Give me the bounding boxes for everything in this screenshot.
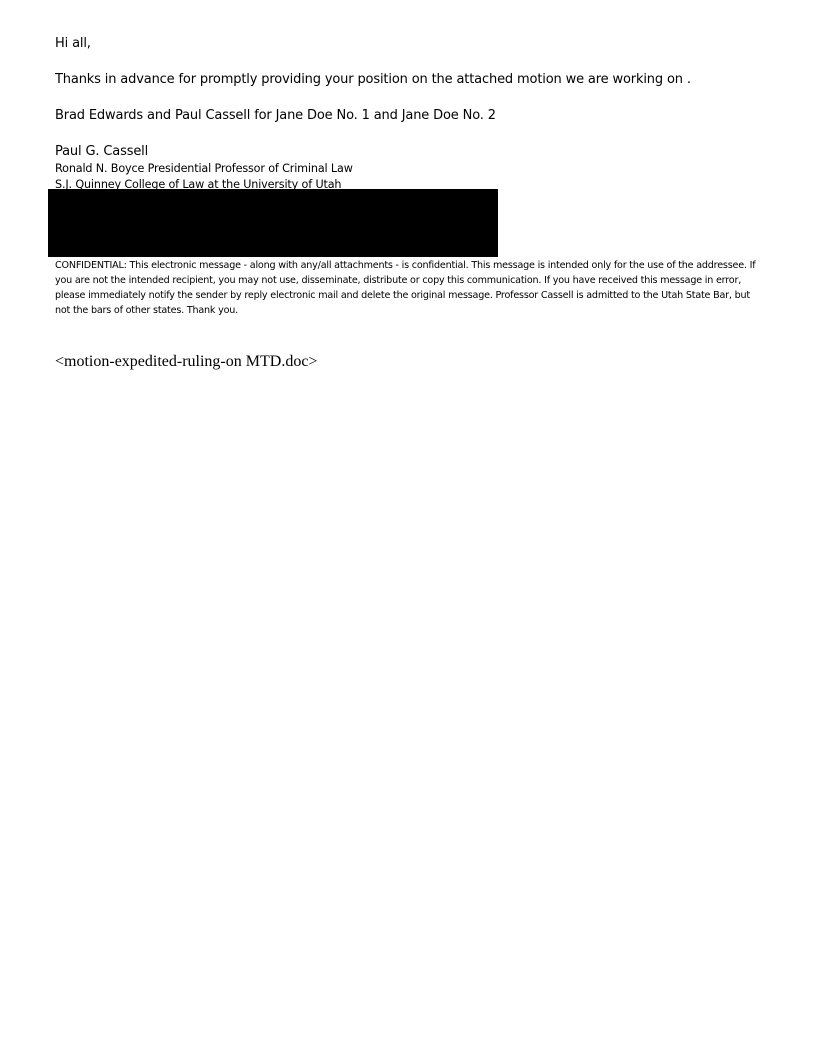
signature-institution: S.J. Quinney College of Law at the University of Utah [55,178,342,189]
email-body: Thanks in advance for promptly providing your position on the attached motion we are working on . [55,72,691,87]
email-closing: Brad Edwards and Paul Cassell for Jane Doe No. 1 and Jane Doe No. 2 [55,108,496,123]
attachment-link[interactable]: <motion-expedited-ruling-on MTD.doc> [55,353,318,370]
signature-title: Ronald N. Boyce Presidential Professor of Criminal Law [55,162,353,175]
signature-institution-clip [55,178,341,189]
confidentiality-notice: CONFIDENTIAL: This electronic message - along with any/all attachments - is confidential. This message is intended only for the use of the addressee. If you are not the intended recipient, you may not use, disseminate, distribute or copy this communication. If you have received this message in error, please immediately notify the sender by reply electronic mail and delete the original message. Professor Cassell is admitted to the Utah State Bar, but not the bars of other states. Thank you. [55,260,756,316]
redaction-block [48,189,498,257]
signature-name: Paul G. Cassell [55,144,149,159]
email-greeting: Hi all, [55,36,91,51]
